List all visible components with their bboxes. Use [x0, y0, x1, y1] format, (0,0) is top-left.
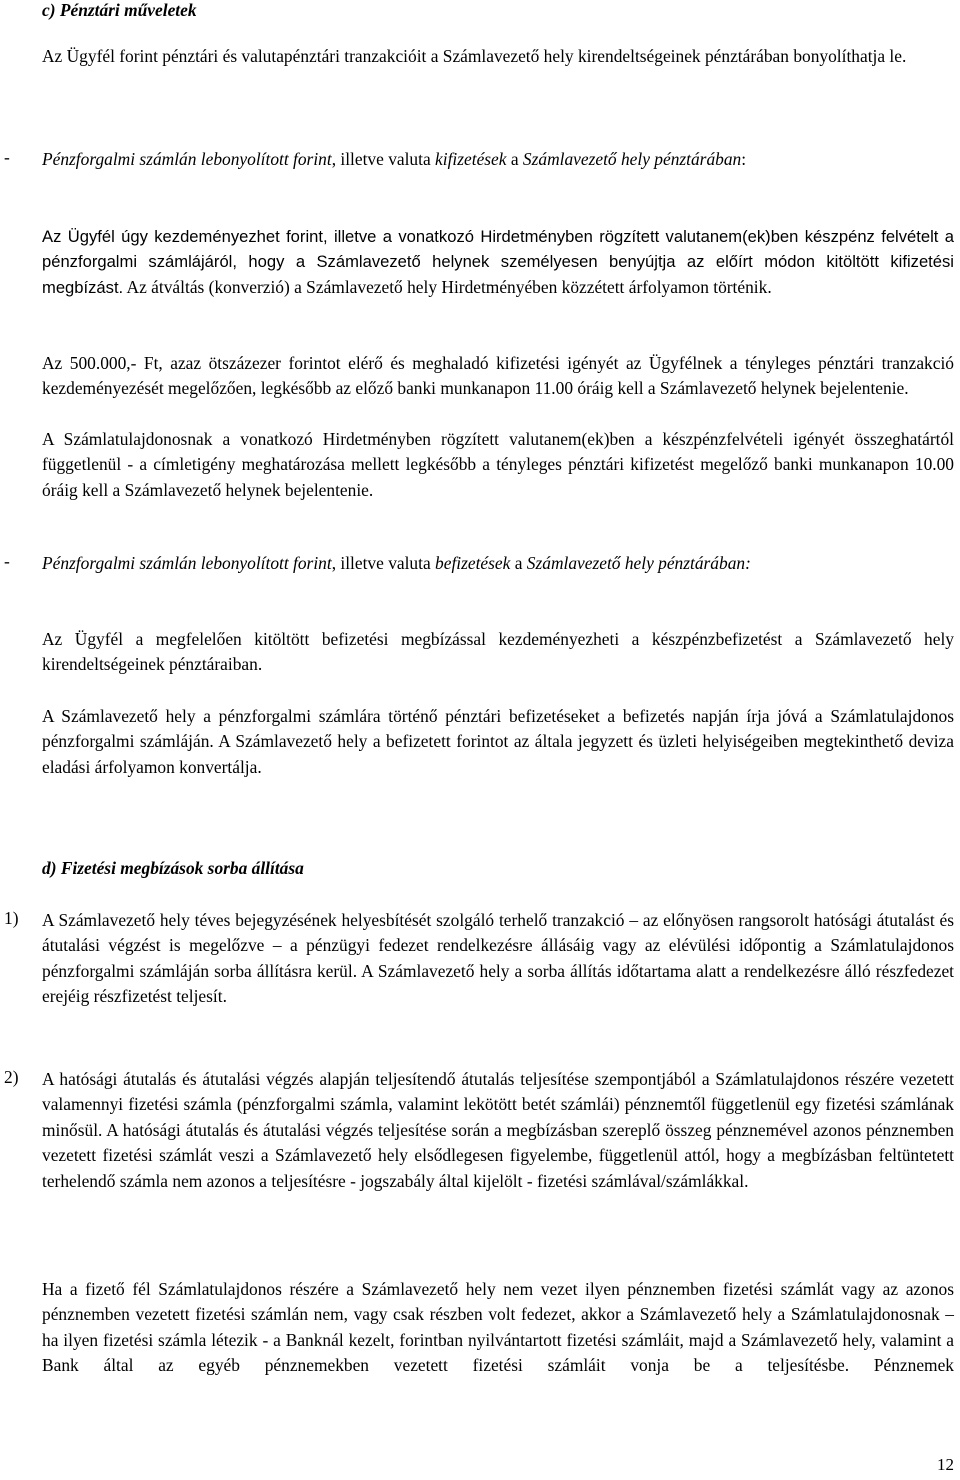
- section-d-heading: d) Fizetési megbízások sorba állítása: [42, 858, 304, 878]
- list-number: 2): [4, 1067, 19, 1087]
- section-c-intro: Az Ügyfél forint pénztári és valutapénztári tranzakcióit a Számlavezető hely kirendeltségeinek pénztárában bonyolíthatja le.: [42, 46, 907, 66]
- title-part: befizetések: [435, 553, 511, 573]
- cash-withdrawal-title: [42, 147, 954, 172]
- section-c-heading: c) Pénztári műveletek: [42, 0, 197, 20]
- queueing-item-2-paragraph-2: Ha a fizető fél Számlatulajdonos részére a Számlavezető hely nem vezet ilyen pénznemben fizetési számlát vagy az azonos pénznemben vezetett fizetési számlán nem, vagy csak részben volt fedezet, akkor a Számlavezető hely a Számlatulajdonosnak – ha ilyen fizetési számla létezik - a Banknál kezelt, forintban nyilvántartott fizetési számláit, majd a Számlavezető hely, valamint a Bank által az egyéb pénznemekben vezetett fizetési számláit vonja be a teljesítésbe. Pénznemek: [42, 1279, 954, 1376]
- cash-deposit-paragraph-1: Az Ügyfél a megfelelően kitöltött befizetési megbízással kezdeményezheti a készpénzbefizetést a Számlavezető hely kirendeltségeinek pénztáraiban.: [42, 629, 954, 675]
- list-number: 1): [4, 908, 19, 928]
- queueing-item-1-text: A Számlavezető hely téves bejegyzésének helyesbítését szolgáló terhelő tranzakció – az előnyösen rangsorolt hatósági átutalást és átutalási végzést is megelőzve – a pénzügyi fedezet rendelkezésre állásáig vagy az elévülési időpontig a Számlatulajdonos pénzforgalmi számláján sorba állításra kerül. A Számlavezető hely a sorba állítás időtartama alatt a rendelkezésre álló részfedezet erejéig részfizetést teljesít.: [42, 910, 954, 1007]
- paragraph-text: Az átváltás (konverzió) a Számlavezető hely Hirdetményében közzétett árfolyamon történik.: [123, 276, 772, 297]
- title-part: a: [510, 553, 527, 573]
- title-part: , illetve valuta: [331, 149, 436, 169]
- title-part: kifizetések: [435, 149, 507, 169]
- cash-deposit-title: [42, 551, 954, 576]
- title-part: Számlavezető hely pénztárában: [522, 149, 742, 169]
- cash-withdrawal-paragraph-3: A Számlatulajdonosnak a vonatkozó Hirdetményben rögzített valutanem(ek)ben a készpénzfelvételi igényét összeghatártól függetlenül - a címletigény meghatározása mellett legkésőbb a tényleges pénztári kifizetést megelőző banki munkanapon 10.00 óráig kell a Számlavezető helynek bejelentenie.: [42, 429, 954, 500]
- cash-withdrawal-paragraph-1: [42, 224, 954, 300]
- title-part: , illetve valuta: [331, 553, 436, 573]
- list-dash: -: [4, 551, 10, 571]
- title-part: :: [741, 149, 747, 169]
- queueing-item-2-text: A hatósági átutalás és átutalási végzés alapján teljesítendő átutalás teljesítése szempontjából a Számlatulajdonos részére vezetett valamennyi fizetési számla (pénzforgalmi számla, valamint lekötött betét számlái) pénznemtől függetlenül egy fizetési számlának minősül. A hatósági átutalás és átutalási végzés teljesítése során a megbízásban szereplő összeg pénznemével azonos pénznemben vezetett fizetési számlát veszi a Számlavezető hely elsődlegesen figyelembe, függetlenül attól, hogy a megbízásban feltüntetett terhelendő számla nem azonos a teljesítésre - jogszabály által kijelölt - fizetési számlával/számlákkal.: [42, 1069, 954, 1191]
- paragraph-text: Az Ügyfél úgy kezdeményezhet forint, illetve a vonatkozó Hirdetményben rögzített valutanem(ek)ben készpénz felvételt a pénzforgalmi számlájáról, hogy a Számlavezető helynek személyesen benyújtja az előírt módon kitöltött kifizetési megbízást.: [42, 227, 954, 297]
- page-number: 12: [937, 1455, 954, 1474]
- cash-withdrawal-paragraph-2: Az 500.000,- Ft, azaz ötszázezer forintot elérő és meghaladó kifizetési igényét az Ügyfélnek a tényleges pénztári tranzakció kezdeményezését megelőzően, legkésőbb az előző banki munkanapon 11.00 óráig kell a Számlavezető helynek bejelentenie.: [42, 353, 954, 399]
- title-part: Pénzforgalmi számlán lebonyolított forint: [42, 553, 332, 573]
- title-part: Számlavezető hely pénztárában:: [526, 553, 751, 573]
- cash-deposit-paragraph-2: A Számlavezető hely a pénzforgalmi számlára történő pénztári befizetéseket a befizetés napján írja jóvá a Számlatulajdonos pénzforgalmi számláján. A Számlavezető hely a befizetett forintot az általa jegyzett és üzleti helyiségeiben megtekinthető deviza eladási árfolyamon konvertálja.: [42, 706, 954, 777]
- title-part: Pénzforgalmi számlán lebonyolított forint: [42, 149, 332, 169]
- list-dash: -: [4, 147, 10, 167]
- title-part: a: [506, 149, 523, 169]
